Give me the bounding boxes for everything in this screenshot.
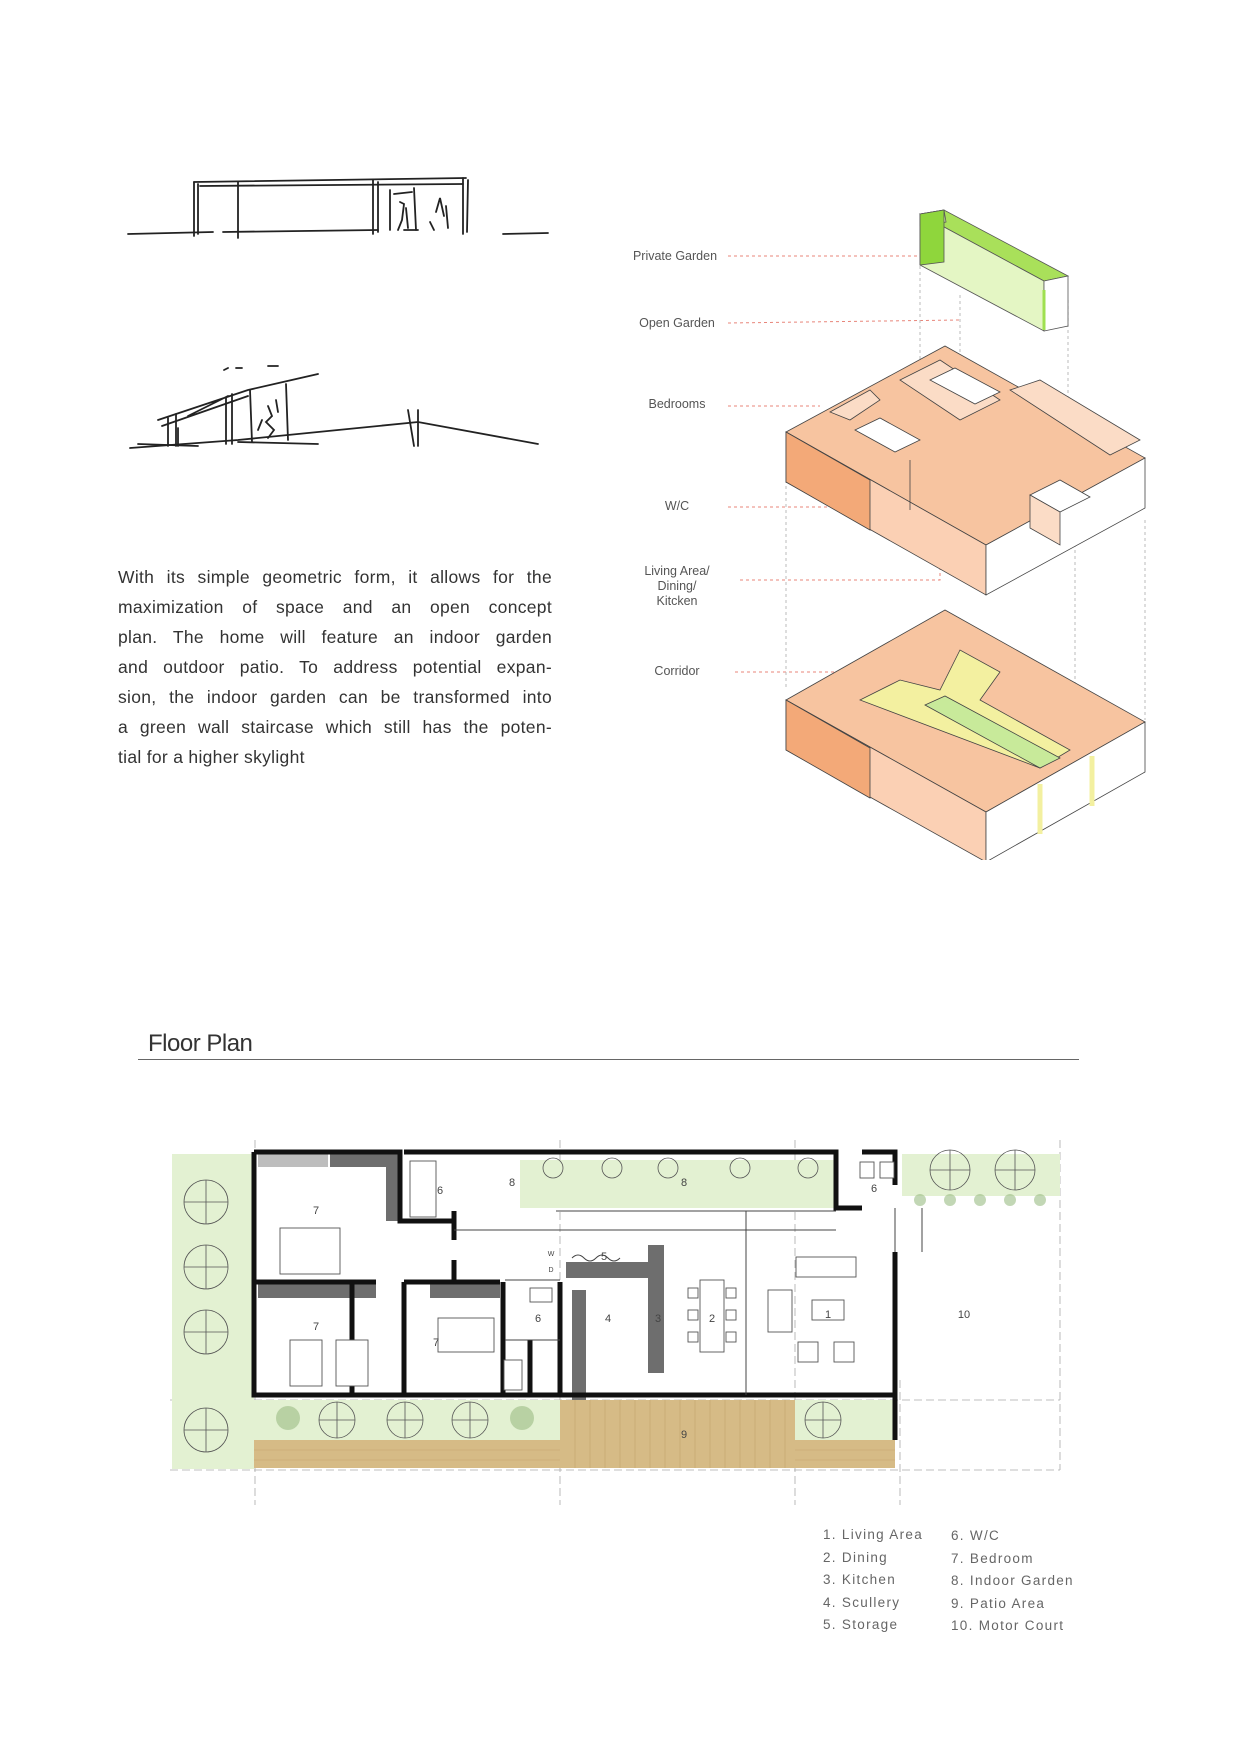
room-number: 6 (870, 1183, 878, 1195)
legend-item: 6. W/C (951, 1528, 1001, 1543)
washer-mark: W (547, 1251, 555, 1258)
label-private-garden: Private Garden (632, 249, 718, 263)
dryer-mark: D (548, 1267, 554, 1274)
label-living-dining-kitchen (622, 564, 732, 609)
legend-item: 4. Scullery (823, 1594, 901, 1610)
label-open-garden: Open Garden (639, 316, 715, 330)
fixture-marks (548, 1251, 555, 1274)
garden-volume (920, 210, 1068, 331)
label-bedrooms: Bedrooms (648, 397, 706, 411)
legend-item: 3. Kitchen (823, 1572, 897, 1587)
room-number: 7 (432, 1337, 440, 1349)
floor-plan-legend-right (951, 1525, 1074, 1638)
room-number: 4 (604, 1313, 612, 1325)
description-line: sion, the indoor garden can be transformed into (118, 687, 552, 707)
room-number: 3 (654, 1313, 662, 1325)
legend-item: 2. Dining (823, 1549, 888, 1565)
ground-volume (786, 610, 1145, 860)
room-number: 9 (680, 1429, 688, 1441)
sketch-elevation (118, 168, 558, 248)
description-line: tial for a higher skylight (118, 747, 305, 767)
room-number: 5 (600, 1251, 608, 1263)
description-line: maximization of space and an open concept (118, 597, 552, 617)
label-line: Living Area/ (644, 564, 710, 578)
floor-plan-legend (823, 1524, 923, 1637)
legend-item: 7. Bedroom (951, 1550, 1034, 1566)
description-line: plan. The home will feature an indoor garden (118, 627, 552, 647)
thin-lines (454, 1208, 922, 1395)
legend-item: 10. Motor Court (951, 1618, 1065, 1633)
legend-item: 1. Living Area (823, 1527, 924, 1542)
description-line: With its simple geometric form, it allows for the (118, 567, 552, 587)
room-number: 7 (312, 1205, 320, 1217)
label-corridor: Corridor (654, 664, 700, 678)
label-wc: W/C (664, 499, 690, 513)
label-line: Dining/ (657, 579, 697, 593)
middle-volume (786, 346, 1145, 595)
room-number: 6 (436, 1185, 444, 1197)
label-line: Kitcken (656, 594, 698, 608)
room-number: 6 (534, 1313, 542, 1325)
heading-rule (138, 1059, 1079, 1060)
exploded-axonometric-diagram (620, 200, 1160, 860)
legend-item: 8. Indoor Garden (951, 1573, 1074, 1588)
floor-plan-title: Floor Plan (148, 1030, 253, 1057)
room-number: 10 (957, 1309, 971, 1321)
description-line: and outdoor patio. To address potential expan- (118, 657, 552, 677)
project-description (118, 562, 552, 772)
room-number: 1 (824, 1309, 832, 1321)
sketch-section (118, 360, 558, 460)
room-number: 7 (312, 1321, 320, 1333)
room-number: 8 (508, 1177, 516, 1189)
legend-item: 9. Patio Area (951, 1595, 1046, 1611)
description-line: a green wall staircase which still has the poten- (118, 717, 552, 737)
room-number: 2 (708, 1313, 716, 1325)
floor-plan-drawing (160, 1140, 1080, 1520)
room-number: 8 (680, 1177, 688, 1189)
legend-item: 5. Storage (823, 1617, 899, 1632)
